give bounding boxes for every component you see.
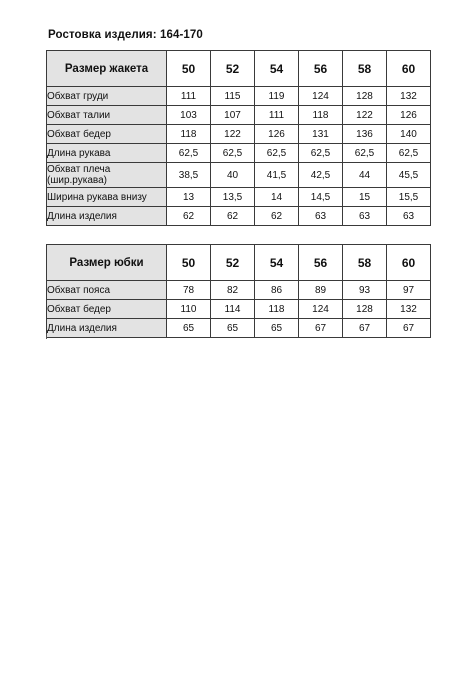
table-cell: 15,5 <box>387 188 431 207</box>
table-cell: 62 <box>167 207 211 226</box>
row-label-shoulder-girth: Обхват плеча (шир.рукава) <box>47 163 167 188</box>
table-cell: 89 <box>299 281 343 300</box>
table-cell: 82 <box>211 281 255 300</box>
skirt-size-60: 60 <box>387 245 431 281</box>
skirt-size-54: 54 <box>255 245 299 281</box>
jacket-size-54: 54 <box>255 51 299 87</box>
table-cell: 132 <box>387 300 431 319</box>
table-cell: 65 <box>255 319 299 338</box>
table-cell: 110 <box>167 300 211 319</box>
row-label-hips: Обхват бедер <box>47 300 167 319</box>
table-cell: 86 <box>255 281 299 300</box>
row-label-waist: Обхват талии <box>47 106 167 125</box>
skirt-size-50: 50 <box>167 245 211 281</box>
table-cell: 93 <box>343 281 387 300</box>
row-label-garment-length: Длина изделия <box>47 207 167 226</box>
table-cell: 97 <box>387 281 431 300</box>
table-cell: 15 <box>343 188 387 207</box>
table-cell: 118 <box>167 125 211 144</box>
table-cell: 63 <box>299 207 343 226</box>
table-cell: 78 <box>167 281 211 300</box>
table-row <box>47 144 431 163</box>
table-cell: 62 <box>255 207 299 226</box>
table-cell: 126 <box>255 125 299 144</box>
table-row <box>47 281 431 300</box>
table-cell: 119 <box>255 87 299 106</box>
table-cell: 41,5 <box>255 163 299 188</box>
jacket-size-50: 50 <box>167 51 211 87</box>
row-label-hips: Обхват бедер <box>47 125 167 144</box>
table-cell: 67 <box>343 319 387 338</box>
jacket-size-56: 56 <box>299 51 343 87</box>
skirt-size-52: 52 <box>211 245 255 281</box>
table-cell: 13,5 <box>211 188 255 207</box>
table-cell: 45,5 <box>387 163 431 188</box>
table-row <box>47 188 431 207</box>
table-cell: 136 <box>343 125 387 144</box>
skirt-header-label: Размер юбки <box>47 245 167 281</box>
table-row <box>47 163 431 188</box>
table-cell: 118 <box>255 300 299 319</box>
jacket-size-60: 60 <box>387 51 431 87</box>
table-cell: 62 <box>211 207 255 226</box>
row-label-garment-length: Длина изделия <box>47 319 167 338</box>
table-cell: 62,5 <box>343 144 387 163</box>
jacket-size-52: 52 <box>211 51 255 87</box>
table-row <box>47 319 431 338</box>
table-row <box>47 125 431 144</box>
table-row <box>47 207 431 226</box>
table-cell: 14 <box>255 188 299 207</box>
table-cell: 62,5 <box>387 144 431 163</box>
table-cell: 62,5 <box>167 144 211 163</box>
row-label-sleeve-length: Длина рукава <box>47 144 167 163</box>
table-cell: 111 <box>167 87 211 106</box>
page-tick-mark <box>46 334 47 339</box>
jacket-header-row <box>47 51 431 87</box>
skirt-header-row <box>47 245 431 281</box>
table-cell: 62,5 <box>255 144 299 163</box>
table-cell: 111 <box>255 106 299 125</box>
table-cell: 118 <box>299 106 343 125</box>
table-cell: 42,5 <box>299 163 343 188</box>
jacket-header-label: Размер жакета <box>47 51 167 87</box>
table-row <box>47 300 431 319</box>
table-cell: 128 <box>343 87 387 106</box>
table-cell: 38,5 <box>167 163 211 188</box>
table-row <box>47 87 431 106</box>
table-cell: 13 <box>167 188 211 207</box>
skirt-size-56: 56 <box>299 245 343 281</box>
table-cell: 62,5 <box>211 144 255 163</box>
table-cell: 67 <box>387 319 431 338</box>
jacket-size-58: 58 <box>343 51 387 87</box>
table-cell: 65 <box>167 319 211 338</box>
table-cell: 124 <box>299 300 343 319</box>
table-cell: 103 <box>167 106 211 125</box>
table-row <box>47 106 431 125</box>
table-cell: 122 <box>343 106 387 125</box>
table-cell: 126 <box>387 106 431 125</box>
table-cell: 124 <box>299 87 343 106</box>
table-cell: 63 <box>343 207 387 226</box>
row-label-cuff-width: Ширина рукава внизу <box>47 188 167 207</box>
skirt-size-58: 58 <box>343 245 387 281</box>
table-cell: 14,5 <box>299 188 343 207</box>
table-cell: 132 <box>387 87 431 106</box>
jacket-size-table <box>46 50 431 226</box>
table-cell: 122 <box>211 125 255 144</box>
skirt-size-table <box>46 244 431 338</box>
table-cell: 107 <box>211 106 255 125</box>
table-cell: 128 <box>343 300 387 319</box>
table-cell: 67 <box>299 319 343 338</box>
table-cell: 65 <box>211 319 255 338</box>
table-cell: 63 <box>387 207 431 226</box>
row-label-waist-girth: Обхват пояса <box>47 281 167 300</box>
table-cell: 131 <box>299 125 343 144</box>
document-title: Ростовка изделия: 164-170 <box>48 29 203 41</box>
table-cell: 140 <box>387 125 431 144</box>
table-cell: 115 <box>211 87 255 106</box>
table-cell: 114 <box>211 300 255 319</box>
row-label-chest: Обхват груди <box>47 87 167 106</box>
table-cell: 40 <box>211 163 255 188</box>
table-cell: 44 <box>343 163 387 188</box>
table-cell: 62,5 <box>299 144 343 163</box>
